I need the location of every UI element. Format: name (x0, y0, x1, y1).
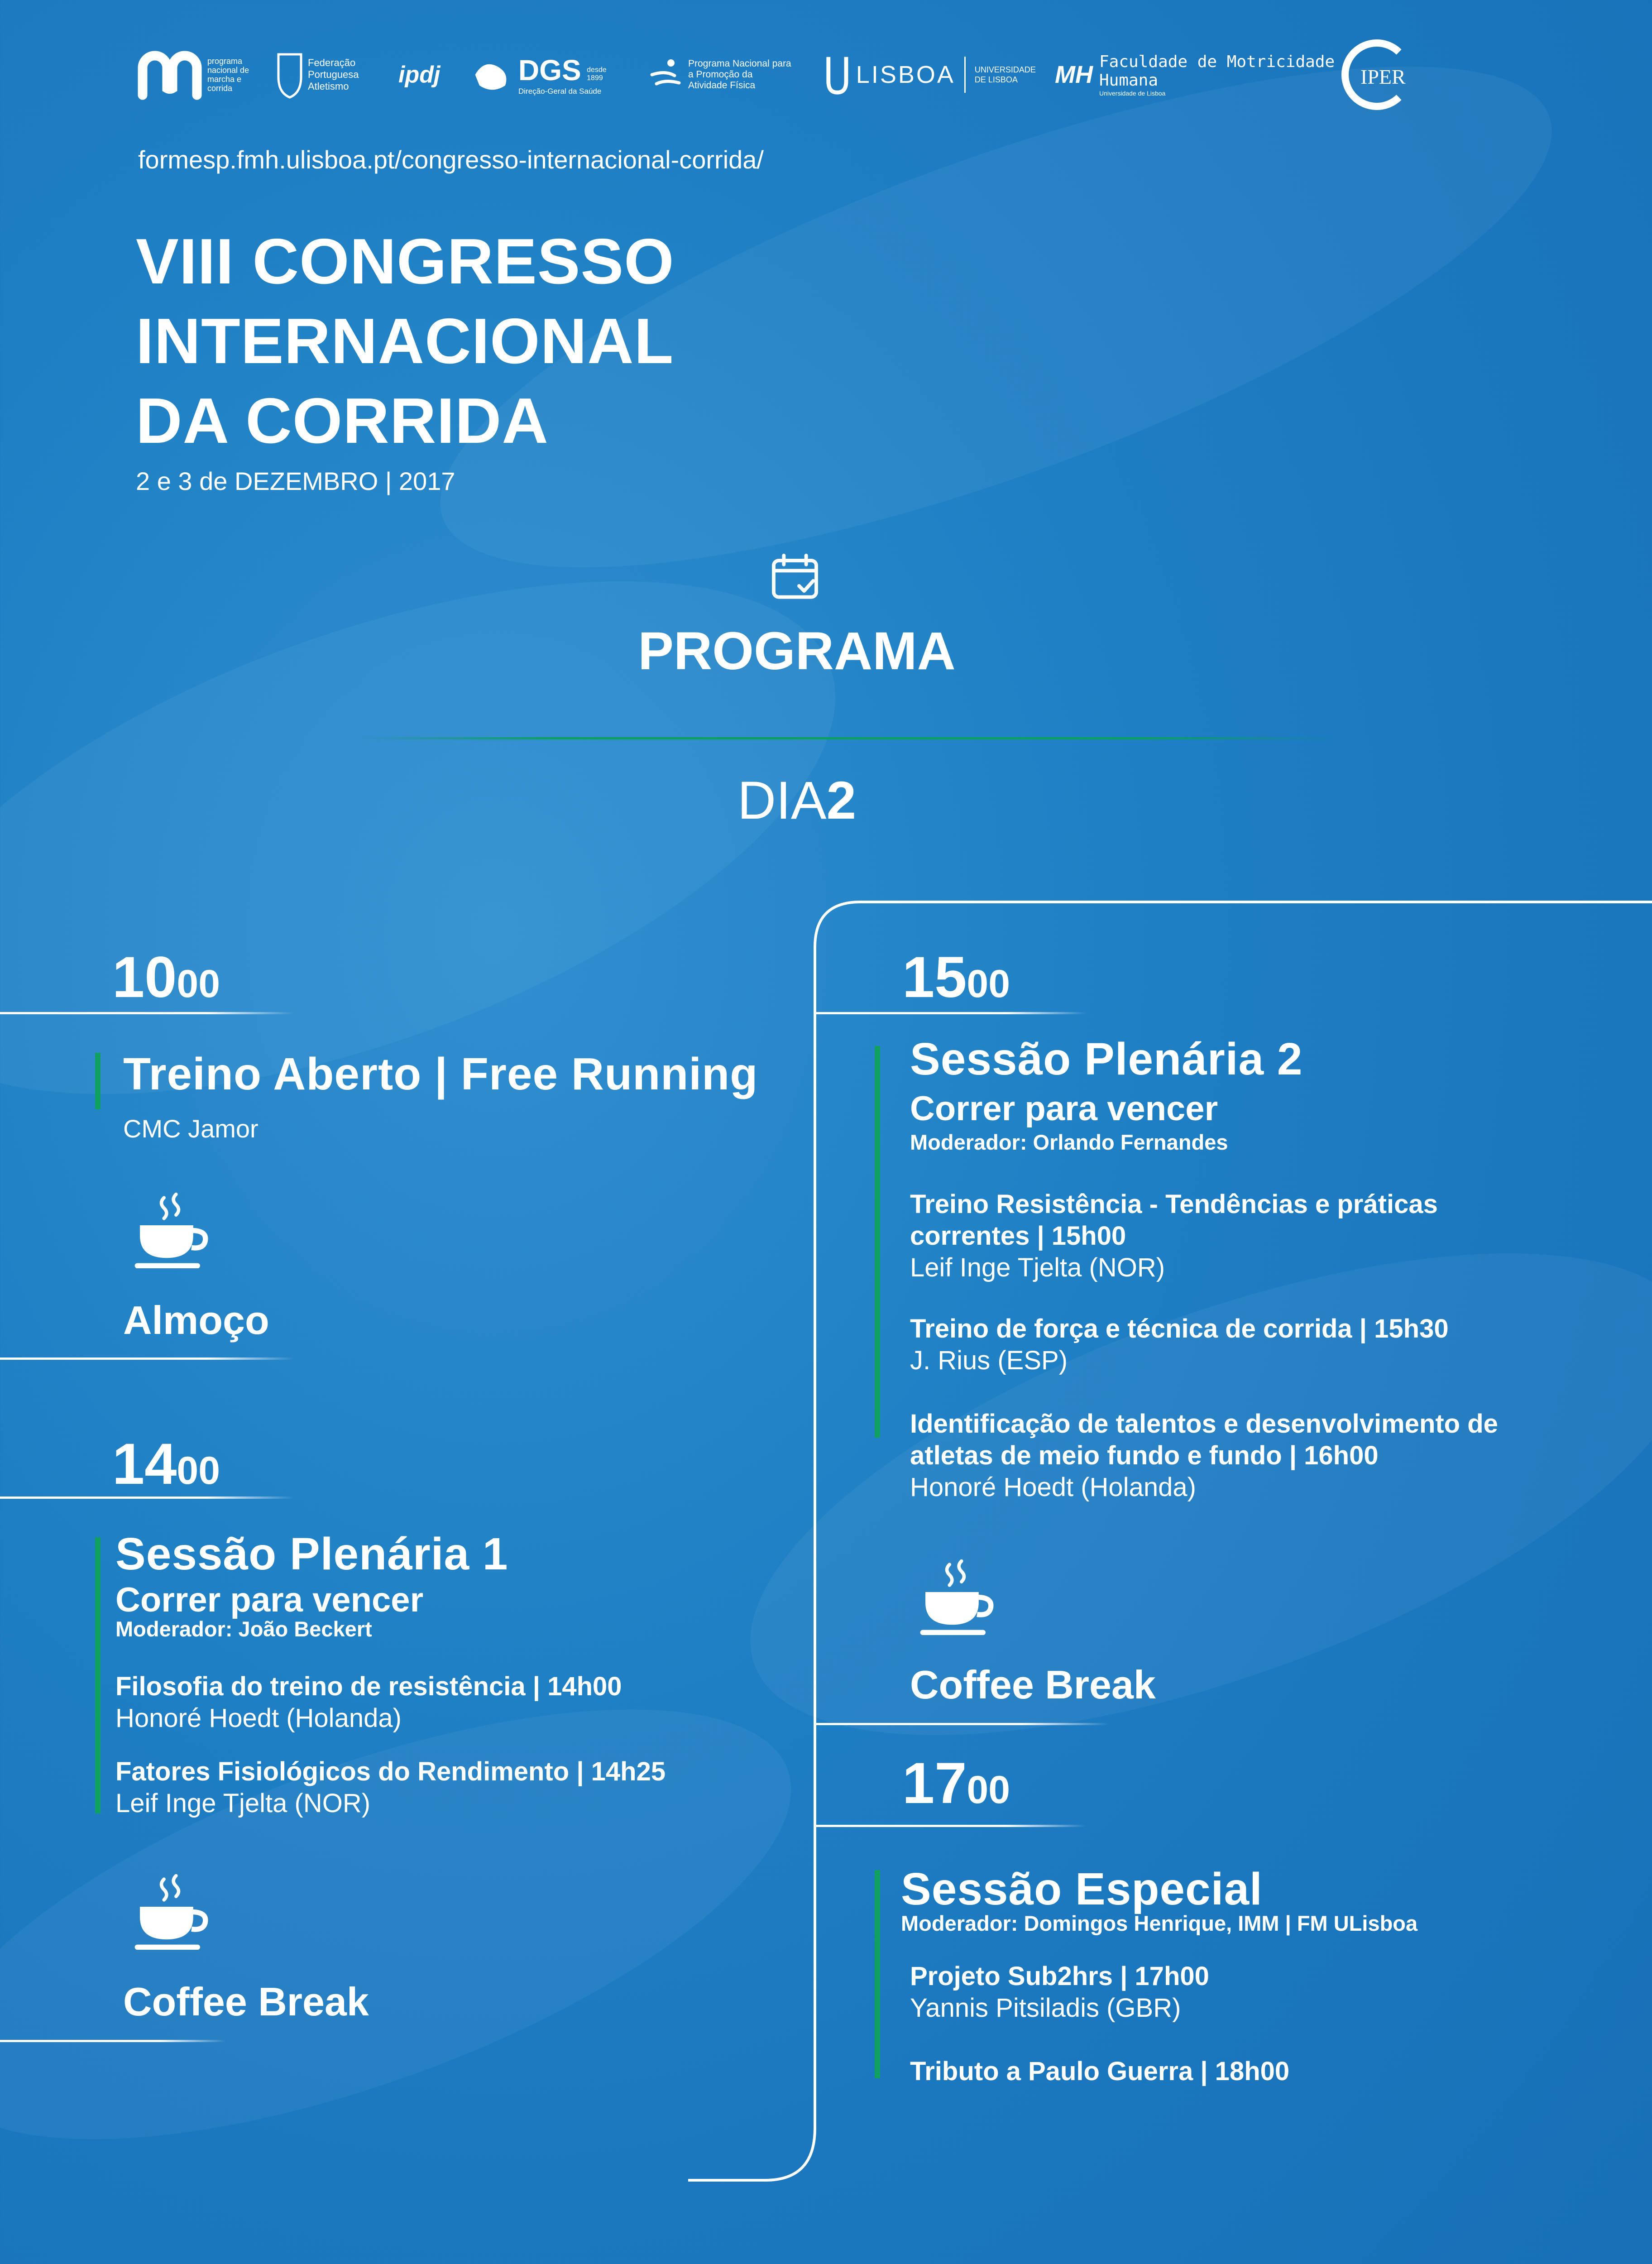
section-divider (0, 2040, 226, 2042)
section-divider (815, 1723, 1109, 1725)
plenary2-talk: Treino Resistência - Tendências e práticas correntes | 15h00 Leif Inge Tjelta (NOR) (910, 1190, 1438, 1282)
ciper-logo: IPER (1336, 38, 1417, 111)
time-1700: 1700 (902, 1751, 1010, 1816)
ulisboa-logo: LISBOA UNIVERSIDADE DE LISBOA (824, 38, 1037, 111)
ulisboa-divider (964, 57, 966, 93)
special-session-title: Sessão Especial (901, 1864, 1263, 1914)
coffee-break-label: Coffee Break (910, 1662, 1156, 1707)
plenary1-title: Sessão Plenária 1 (115, 1529, 508, 1579)
special-session-talk: Tributo a Paulo Guerra | 18h00 (910, 2057, 1290, 2086)
time-underline (0, 1012, 294, 1014)
time-1000: 1000 (112, 945, 220, 1010)
time-underline (815, 1012, 1087, 1014)
partner-logos (136, 38, 1426, 111)
plenary2-title: Sessão Plenária 2 (910, 1034, 1303, 1084)
special-session-moderator: Moderador: Domingos Henrique, IMM | FM ULisboa (901, 1911, 1418, 1935)
day-label: DIA2 (737, 771, 857, 830)
calendar-check-icon (770, 552, 820, 603)
plenary1-subtitle: Correr para vencer (115, 1581, 424, 1619)
fpa-logo: Federação Portuguesa Atletismo (276, 38, 394, 111)
coffee-cup-icon (917, 1558, 1003, 1644)
fmh-logo: MH Faculdade de Motricidade Humana Universidade de Lisboa (1055, 53, 1335, 97)
pnpaf-logo: Programa Nacional para a Promoção da Atividade Física (647, 38, 810, 111)
session-accent-bar (95, 1537, 101, 1813)
program-heading: PROGRAMA (638, 621, 956, 681)
time-1500: 1500 (902, 945, 1010, 1010)
plenary2-subtitle: Correr para vencer (910, 1089, 1218, 1128)
lunch-label: Almoço (123, 1298, 269, 1343)
green-divider (362, 737, 1336, 739)
plenary2-talk: Treino de força e técnica de corrida | 15h30 J. Rius (ESP) (910, 1314, 1449, 1375)
coffee-cup-icon (131, 1872, 217, 1958)
plenary2-moderator: Moderador: Orlando Fernandes (910, 1130, 1228, 1154)
dgs-logo: DGS desde 1899 Direção-Geral da Saúde (471, 38, 652, 111)
session-accent-bar (875, 1046, 880, 1438)
fpa-shield-icon (276, 50, 303, 100)
event-dates: 2 e 3 de DEZEMBRO | 2017 (136, 467, 455, 495)
time-1400: 1400 (112, 1432, 220, 1497)
ulisboa-u-icon (824, 52, 851, 97)
plenary1-moderator: Moderador: João Beckert (115, 1617, 372, 1641)
dgs-icon (471, 54, 514, 95)
plenary1-talk: Filosofia do treino de resistência | 14h00 Honoré Hoedt (Holanda) (115, 1672, 622, 1733)
session-accent-bar (875, 1870, 880, 2078)
plenary1-talk: Fatores Fisiológicos do Rendimento | 14h25 Leif Inge Tjelta (NOR) (115, 1757, 666, 1818)
runner-icon (647, 57, 684, 93)
event-title: VIII CONGRESSO INTERNACIONAL DA CORRIDA (136, 225, 675, 457)
time-underline (815, 1825, 1087, 1827)
session-place: CMC Jamor (123, 1114, 259, 1143)
plenary2-talk: Identificação de talentos e desenvolvimento de atletas de meio fundo e fundo | 16h00 Honoré Hoedt (Holanda) (910, 1409, 1498, 1502)
time-underline (0, 1497, 294, 1499)
pnmc-icon (136, 41, 204, 109)
section-divider (0, 1357, 294, 1360)
fmh-mark: MH (1055, 61, 1093, 88)
special-session-talk: Projeto Sub2hrs | 17h00 Yannis Pitsiladis (GBR) (910, 1962, 1209, 2023)
ipdj-logo: ipdj (398, 62, 441, 88)
event-url[interactable]: formesp.fmh.ulisboa.pt/congresso-internacional-corrida/ (138, 145, 764, 174)
session-title-free-running: Treino Aberto | Free Running (123, 1049, 758, 1099)
session-accent-bar (95, 1053, 101, 1109)
coffee-cup-icon (131, 1191, 217, 1277)
coffee-break-label: Coffee Break (123, 1979, 369, 2024)
pnmc-logo: programa nacional de marcha e corrida (136, 38, 267, 111)
